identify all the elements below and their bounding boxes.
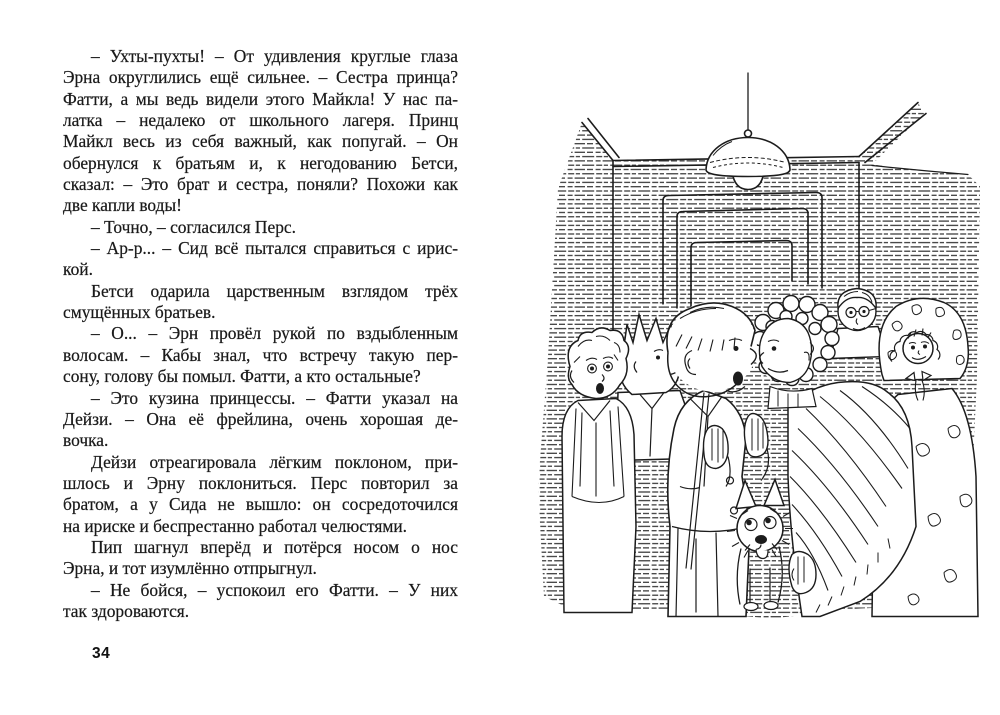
pendant-lamp	[706, 73, 790, 190]
dog-nose	[755, 535, 767, 544]
paragraph	[63, 388, 458, 452]
paragraph	[63, 323, 458, 387]
text-line: Бетси одарила царственным взглядом трёх	[91, 280, 458, 301]
text-line: смущённых братьев.	[63, 302, 216, 323]
paragraph	[63, 217, 458, 238]
boy-surprised	[562, 328, 636, 613]
text-line: шлось и Эрну поклониться. Перс повторил за	[63, 472, 458, 493]
text-line: обернулся к братьям и, к негодованию Бетси,	[63, 152, 458, 173]
text-line: Эрна округлились ещё сильнее. – Сестра принца?	[63, 67, 458, 88]
illustration-svg	[520, 55, 986, 633]
text-line: – Ар-р... – Сид всё пытался справиться с ирис-	[91, 238, 458, 259]
text-line: – Ухты-пухты! – От удивления круглые глаза	[91, 46, 458, 66]
text-line: Дейзи отреагировала лёгким поклоном, при-	[91, 451, 458, 472]
text-line: – Это кузина принцессы. – Фатти указал на	[91, 387, 458, 408]
text-line: Майкл весь из себя важный, как попугай. – Он	[63, 131, 458, 152]
open-mouth	[733, 372, 743, 386]
text-line: сказал: – Это брат и сестра, поняли? Похожи как	[63, 174, 458, 195]
story-text	[63, 46, 458, 622]
text-line: латка – недалеко от школьного лагеря. Принц	[63, 110, 458, 131]
hand-left	[704, 426, 729, 469]
book-illustration	[520, 55, 986, 633]
text-line: братом, а у Сида не вышло: он сосредоточился	[63, 494, 458, 515]
text-line: волосам. – Кабы знал, что встречу такую пер-	[63, 344, 458, 365]
text-line: Дейзи. – Она её фрейлина, очень хорошая де-	[63, 408, 458, 429]
paragraph	[63, 537, 458, 580]
text-line: вочка.	[63, 430, 109, 451]
paragraph	[63, 580, 458, 623]
text-line: – Не бойся, – успокоил его Фатти. – У них	[91, 579, 458, 600]
paragraph	[63, 452, 458, 537]
text-line: на ириске и беспрестанно работал челюстями.	[63, 515, 408, 536]
page-number: 34	[92, 645, 111, 662]
text-line: – О... – Эрн провёл рукой по вздыбленным	[91, 323, 458, 344]
text-line: две капли воды!	[63, 195, 182, 216]
paragraph	[63, 46, 458, 217]
text-line: Пип шагнул вперёд и потёрся носом о нос	[91, 536, 458, 557]
text-line: сону, голову бы помыл. Фатти, а кто остальные?	[63, 366, 421, 387]
text-line: Фатти, а мы ведь видели этого Майкла! У нас па-	[63, 88, 458, 109]
text-line: – Точно, – согласился Перс.	[91, 216, 296, 237]
text-line: Эрна, и тот изумлённо отпрыгнул.	[63, 558, 317, 579]
ern-hand	[789, 552, 816, 594]
paragraph	[63, 238, 458, 281]
text-line: так здороваются.	[63, 600, 190, 621]
text-line: кой.	[63, 259, 93, 280]
paragraph	[63, 281, 458, 324]
